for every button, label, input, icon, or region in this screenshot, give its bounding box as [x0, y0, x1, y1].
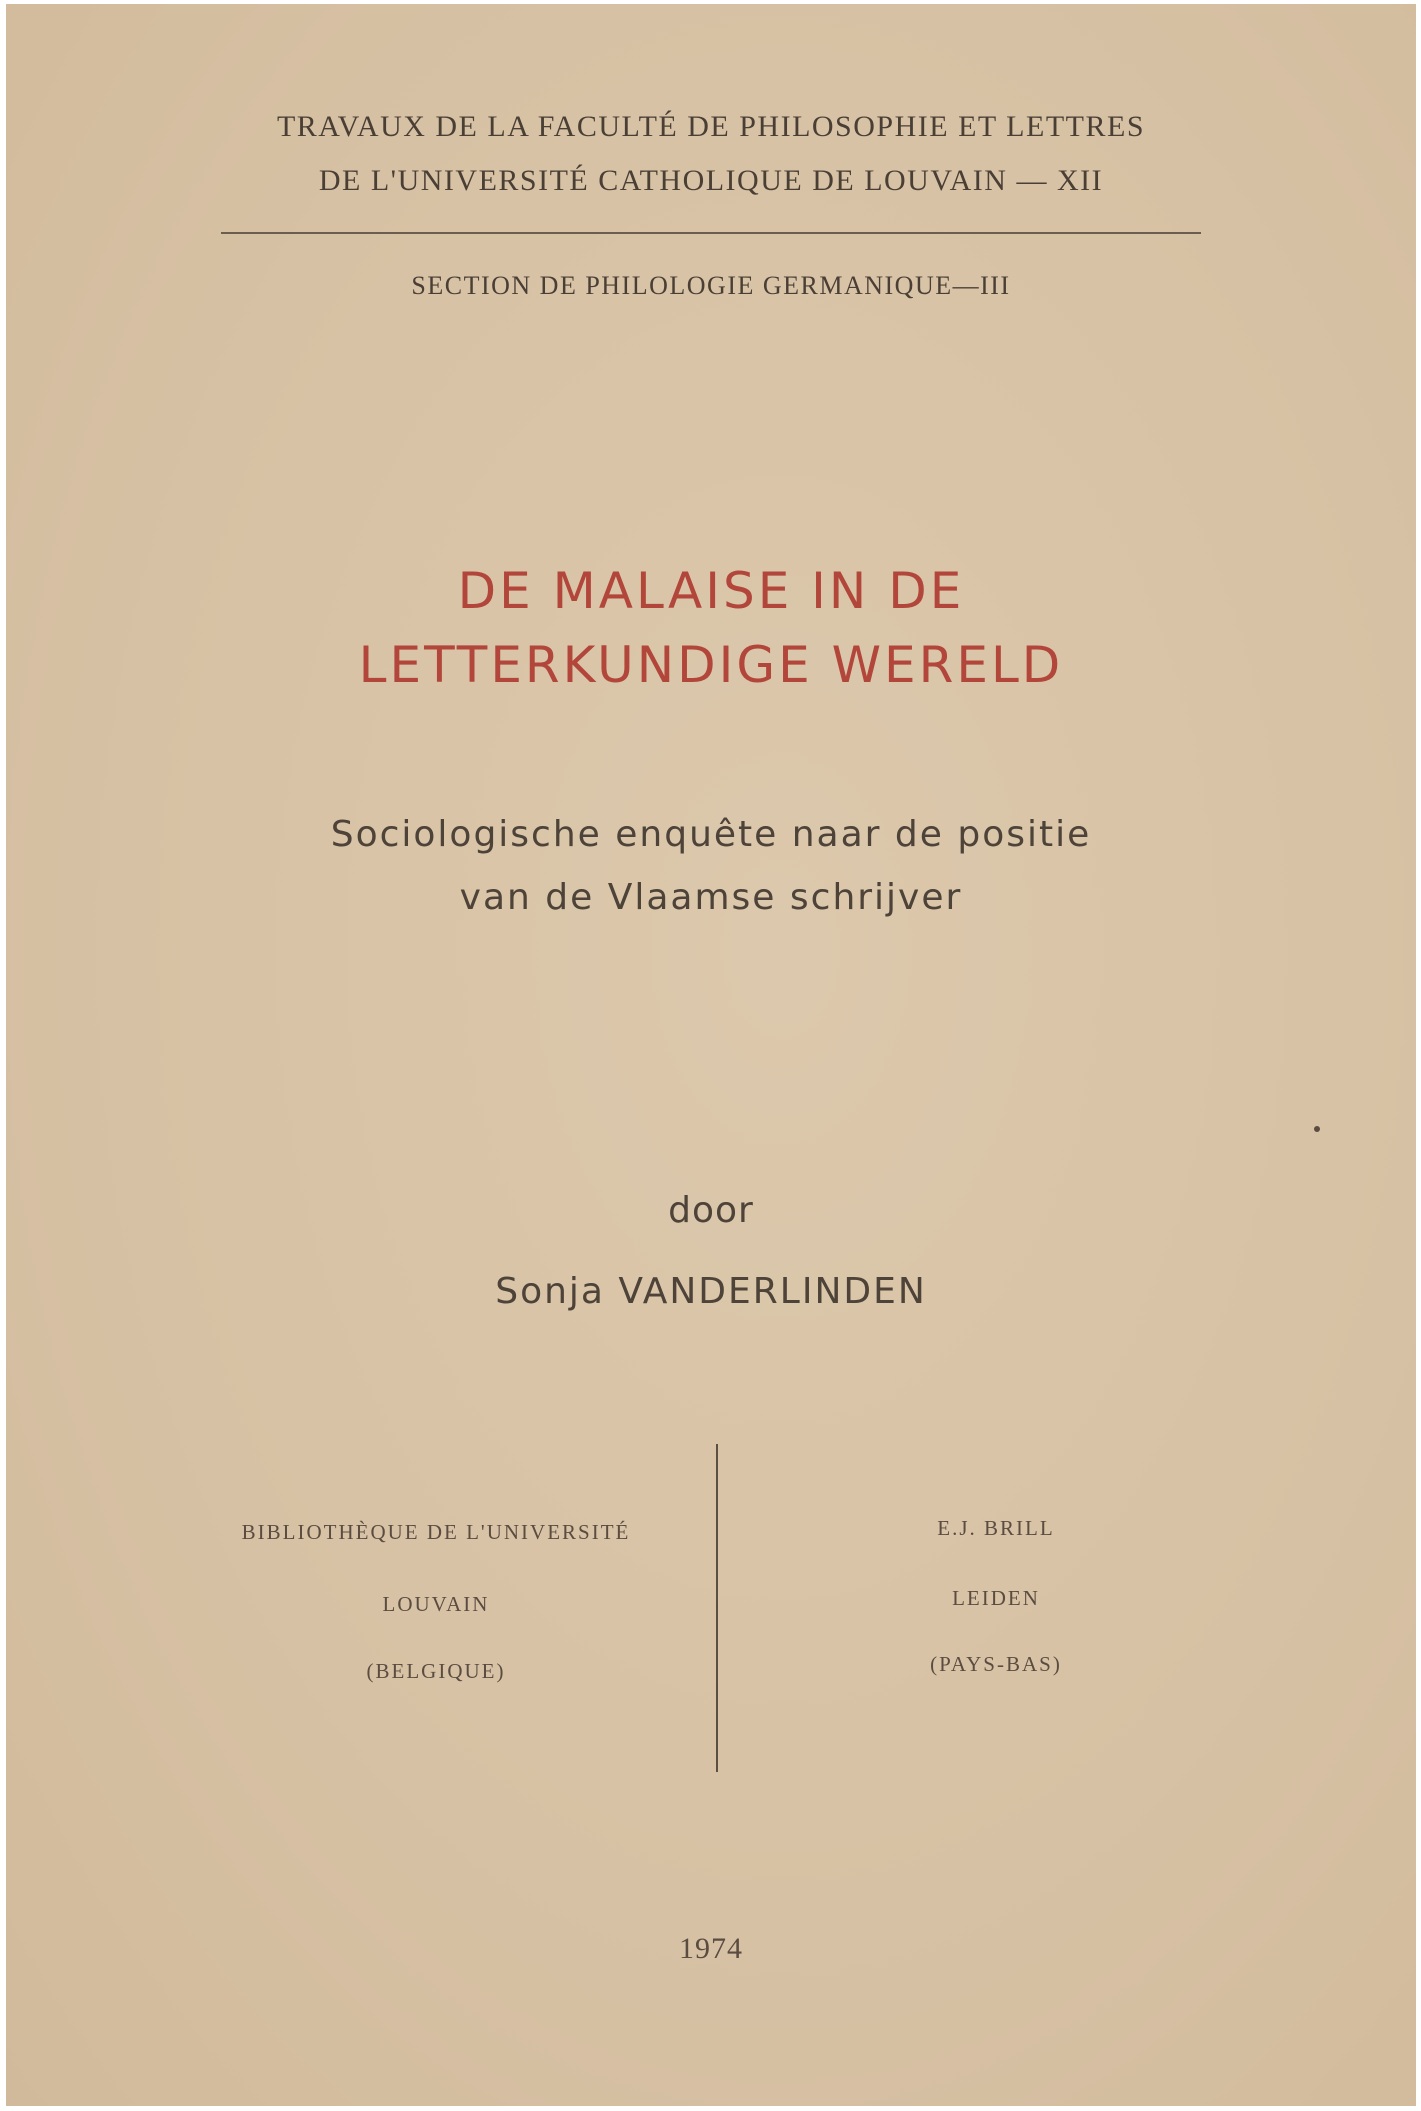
publisher-divider — [716, 1444, 718, 1772]
book-title-line-2: LETTERKUNDIGE WERELD — [358, 636, 1064, 694]
subtitle-line-1: Sociologische enquête naar de positie — [330, 814, 1092, 855]
publication-year: 1974 — [679, 1932, 743, 1965]
subtitle-line-2: van de Vlaamse schrijver — [459, 877, 963, 918]
publisher-right-name: E.J. BRILL — [937, 1516, 1055, 1540]
book-title-line-1: DE MALAISE IN DE — [457, 562, 965, 620]
publisher-right-country: (PAYS-BAS) — [930, 1652, 1062, 1676]
publisher-left-city: LOUVAIN — [382, 1592, 490, 1616]
publisher-left-country: (BELGIQUE) — [366, 1659, 506, 1683]
series-title-line-2: DE L'UNIVERSITÉ CATHOLIQUE DE LOUVAIN — XII — [318, 164, 1104, 197]
paper-speck — [1314, 1126, 1320, 1132]
series-title-line-1: TRAVAUX DE LA FACULTÉ DE PHILOSOPHIE ET LETTRES — [276, 110, 1146, 143]
book-cover — [6, 4, 1416, 2106]
horizontal-rule — [221, 232, 1201, 234]
publisher-right-city: LEIDEN — [952, 1586, 1040, 1610]
publisher-left-name: BIBLIOTHÈQUE DE L'UNIVERSITÉ — [241, 1520, 631, 1544]
author-name: Sonja VANDERLINDEN — [495, 1271, 927, 1312]
section-title: SECTION DE PHILOLOGIE GERMANIQUE—III — [411, 271, 1011, 300]
byline-by: door — [668, 1190, 754, 1231]
